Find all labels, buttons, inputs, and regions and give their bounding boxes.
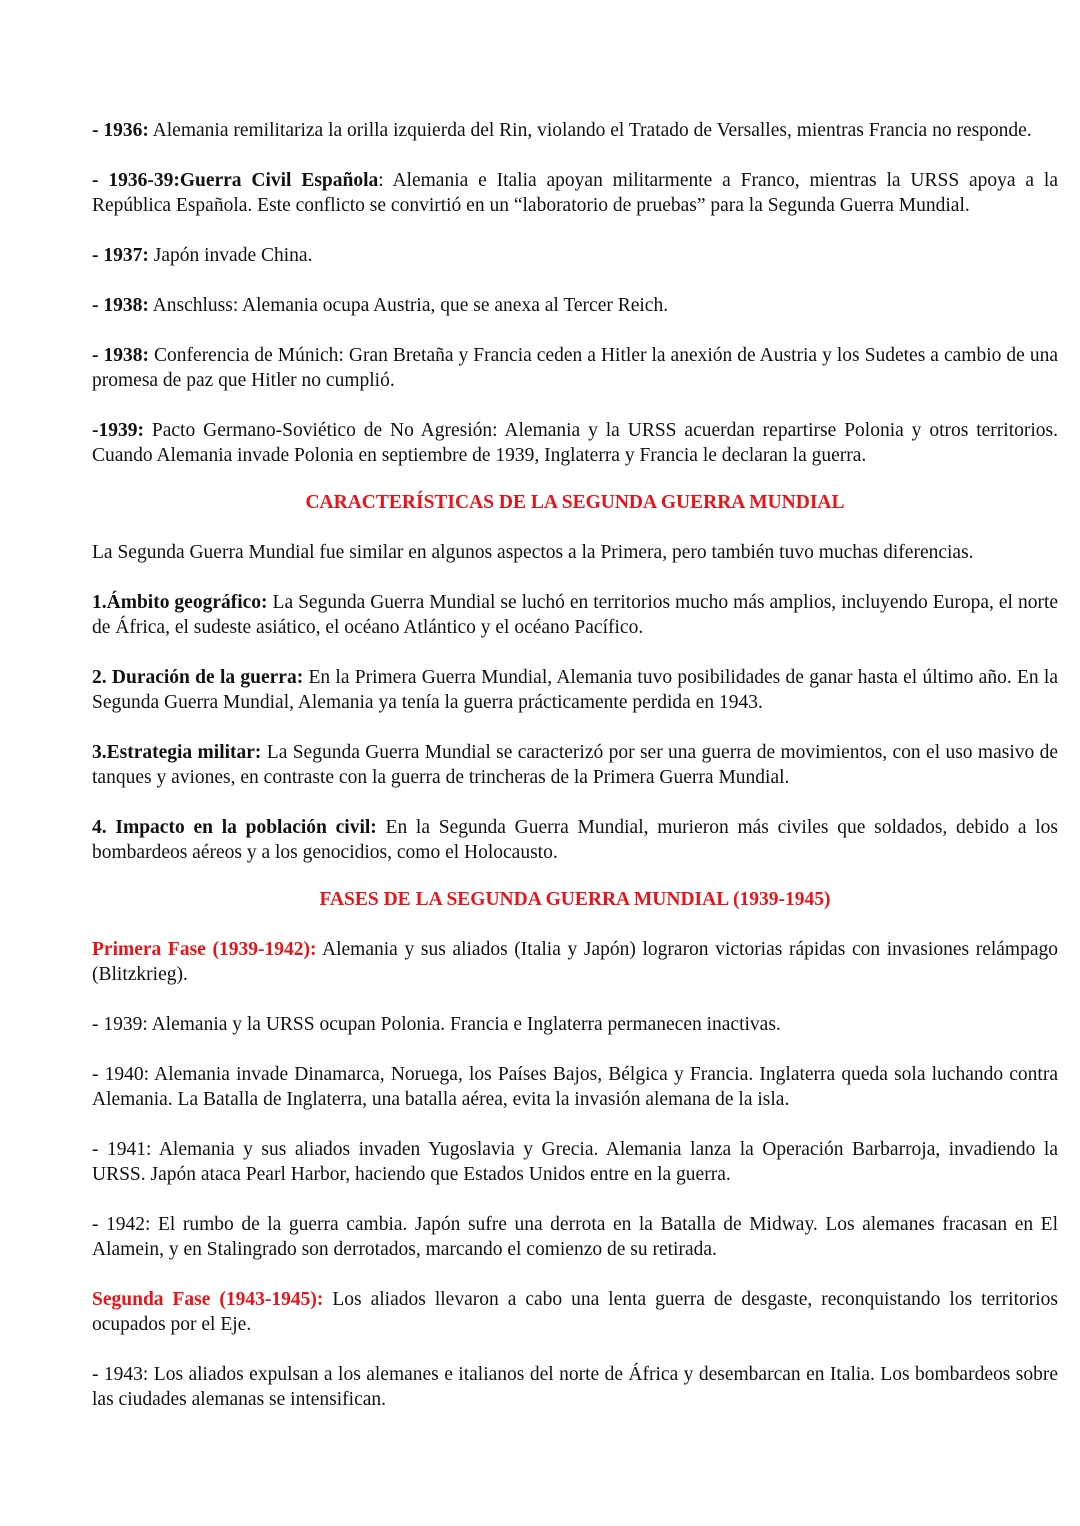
characteristic-title: 1.Ámbito geográfico: xyxy=(92,592,268,613)
phases-heading: FASES DE LA SEGUNDA GUERRA MUNDIAL (1939-1945) xyxy=(319,889,831,910)
phase-first-intro xyxy=(92,937,1058,987)
characteristic-text: La Segunda Guerra Mundial se luchó en territorios mucho más amplios, incluyendo Europa, el norte de África, el sudeste asiático, el océano Atlántico y el océano Pacífico. xyxy=(92,592,1059,638)
timeline-text: Conferencia de Múnich: Gran Bretaña y Francia ceden a Hitler la anexión de Austria y los Sudetes a cambio de una promesa de paz que Hitler no cumplió. xyxy=(92,345,1058,391)
characteristic-title: 3.Estrategia militar: xyxy=(92,742,262,763)
characteristic-item xyxy=(92,665,1058,715)
phase-title: Primera Fase (1939-1942): xyxy=(92,939,317,960)
characteristic-text: En la Segunda Guerra Mundial, murieron más civiles que soldados, debido a los bombardeos aéreos y a los genocidios, como el Holocausto. xyxy=(92,817,1059,863)
timeline-date: - 1937: xyxy=(92,245,149,266)
timeline-text: Alemania remilitariza la orilla izquierda del Rin, violando el Tratado de Versalles, mientras Francia no responde. xyxy=(148,120,1032,141)
characteristic-title: 2. Duración de la guerra: xyxy=(92,667,304,688)
phase-event: - 1942: El rumbo de la guerra cambia. Japón sufre una derrota en la Batalla de Midway. Los alemanes fracasan en El Alamein, y en Stalingrado son derrotados, marcando el comienzo de su retirada. xyxy=(92,1214,1058,1260)
timeline-date: - 1938: xyxy=(92,345,150,366)
characteristics-heading: CARACTERÍSTICAS DE LA SEGUNDA GUERRA MUNDIAL xyxy=(305,492,845,513)
phase-event: - 1939: Alemania y la URSS ocupan Polonia. Francia e Inglaterra permanecen inactivas. xyxy=(92,1014,781,1035)
phase-text: Alemania y sus aliados (Italia y Japón) lograron victorias rápidas con invasiones relámpago (Blitzkrieg). xyxy=(92,939,1058,985)
phase-title: Segunda Fase (1943-1945): xyxy=(92,1289,324,1310)
document-page xyxy=(92,118,1058,1412)
timeline-date: - 1938: xyxy=(92,295,149,316)
timeline-text: Pacto Germano-Soviético de No Agresión: Alemania y la URSS acuerdan repartirse Polonia y otros territorios. Cuando Alemania invade Polonia en septiembre de 1939, Inglaterra y Francia le declaran la guerra. xyxy=(92,420,1058,466)
timeline-item-1938-anschluss xyxy=(92,293,1058,318)
phase-second-intro xyxy=(92,1287,1058,1337)
phase-event: - 1941: Alemania y sus aliados invaden Yugoslavia y Grecia. Alemania lanza la Operación Barbarroja, invadiendo la URSS. Japón ataca Pearl Harbor, haciendo que Estados Unidos entre en la guerra. xyxy=(92,1139,1058,1185)
timeline-date: -1939: xyxy=(92,420,144,441)
timeline-date: - 1936-39:Guerra Civil Española xyxy=(92,170,379,191)
characteristic-item xyxy=(92,740,1058,790)
timeline-item-1939 xyxy=(92,418,1058,468)
characteristic-text: La Segunda Guerra Mundial se caracterizó por ser una guerra de movimientos, con el uso masivo de tanques y aviones, en contraste con la guerra de trincheras de la Primera Guerra Mundial. xyxy=(92,742,1058,788)
timeline-item-1937 xyxy=(92,243,1058,268)
timeline-text: Anschluss: Alemania ocupa Austria, que se anexa al Tercer Reich. xyxy=(148,295,669,316)
timeline-item-1936-39 xyxy=(92,168,1058,218)
characteristic-item xyxy=(92,590,1058,640)
phase-text: Los aliados llevaron a cabo una lenta guerra de desgaste, reconquistando los territorios ocupados por el Eje. xyxy=(92,1289,1058,1335)
timeline-date: - 1936: xyxy=(92,120,149,141)
timeline-text: : Alemania e Italia apoyan militarmente a Franco, mientras la URSS apoya a la República Española. Este conflicto se convirtió en un “laboratorio de pruebas” para la Segunda Guerra Mundial. xyxy=(92,170,1058,216)
characteristic-title: 4. Impacto en la población civil: xyxy=(92,817,377,838)
phase-event: - 1940: Alemania invade Dinamarca, Noruega, los Países Bajos, Bélgica y Francia. Inglaterra queda sola luchando contra Alemania. La Batalla de Inglaterra, una batalla aérea, evita la invasión alemana de la isla. xyxy=(92,1064,1058,1110)
phase-event: - 1943: Los aliados expulsan a los alemanes e italianos del norte de África y desembarcan en Italia. Los bombardeos sobre las ciudades alemanas se intensifican. xyxy=(92,1364,1058,1410)
timeline-item-1938-munich xyxy=(92,343,1058,393)
characteristics-intro: La Segunda Guerra Mundial fue similar en algunos aspectos a la Primera, pero también tuvo muchas diferencias. xyxy=(92,542,974,563)
timeline-item-1936 xyxy=(92,118,1058,143)
characteristic-text: En la Primera Guerra Mundial, Alemania tuvo posibilidades de ganar hasta el último año. En la Segunda Guerra Mundial, Alemania ya tenía la guerra prácticamente perdida en 1943. xyxy=(92,667,1058,713)
characteristic-item xyxy=(92,815,1058,865)
timeline-text: Japón invade China. xyxy=(148,245,313,266)
